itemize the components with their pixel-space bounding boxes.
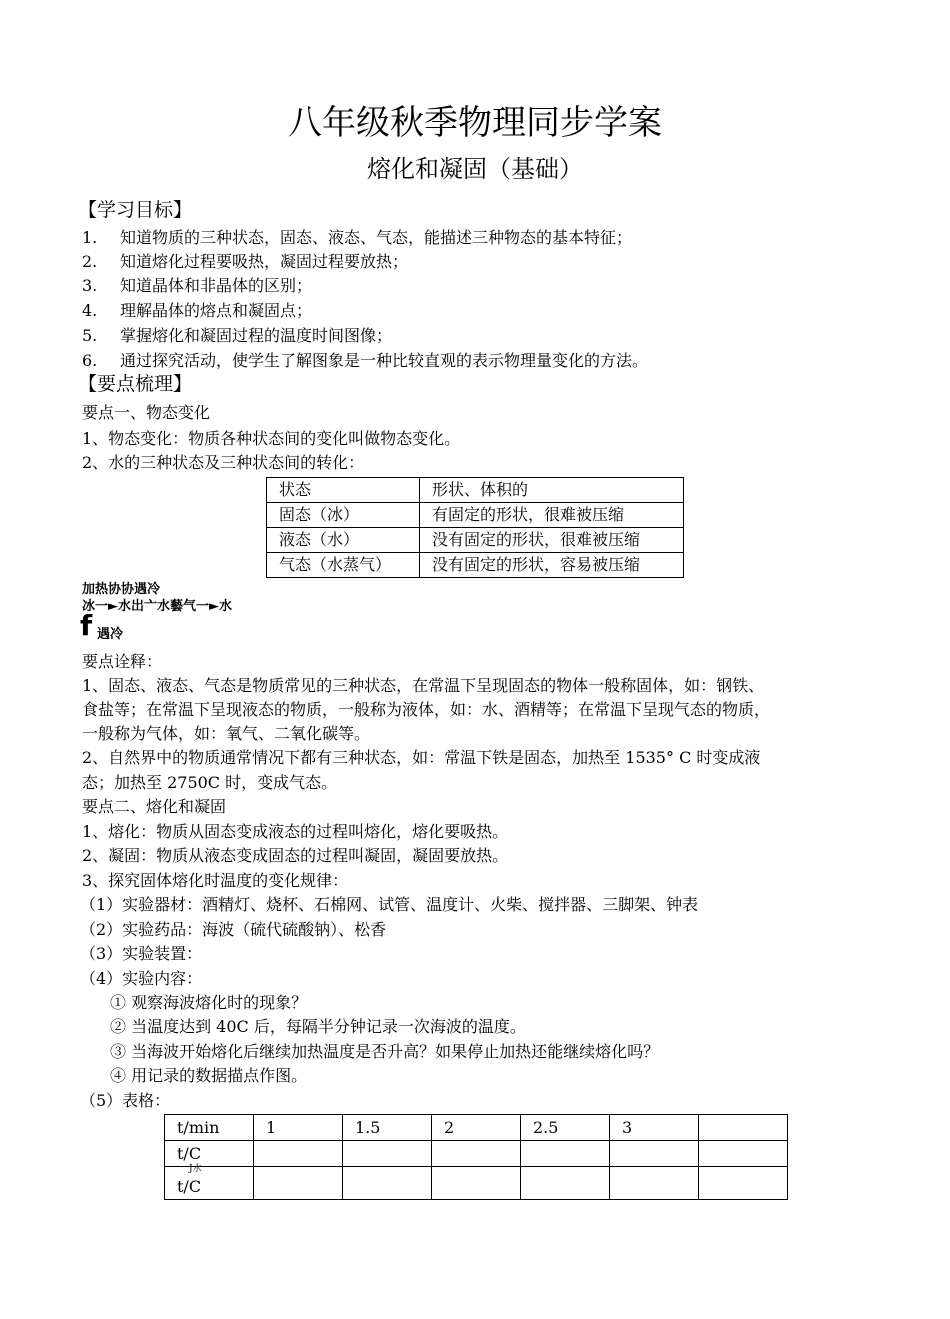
table-cell: 3 — [610, 1115, 699, 1141]
table-cell: 状态 — [267, 478, 420, 503]
table-cell: 固态（冰） — [267, 503, 420, 528]
states-table — [266, 477, 684, 578]
point2-line: 1、熔化：物质从固态变成液态的过程叫熔化，熔化要吸热。 — [82, 822, 509, 841]
cell-small-label: J水 — [189, 1164, 202, 1174]
goal-item: 5. 掌握熔化和凝固过程的温度时间图像； — [82, 326, 393, 345]
goal-item: 4. 理解晶体的熔点和凝固点； — [82, 301, 313, 320]
table-cell: 没有固定的形状，很难被压缩 — [420, 528, 684, 553]
notes-line: 1、固态、液态、气态是物质常见的三种状态，在常温下呈现固态的物体一般称固体，如：钢铁、 — [82, 676, 765, 695]
table-cell: 2.5 — [521, 1115, 610, 1141]
table-cell: t/min — [165, 1115, 254, 1141]
table-cell — [521, 1167, 610, 1200]
notes-line: 一般称为气体，如：氧气、二氧化碳等。 — [82, 724, 371, 743]
table-cell: 形状、体积的 — [420, 478, 684, 503]
table-label: （5）表格： — [80, 1091, 171, 1110]
diagram-arrow-glyph: f — [80, 609, 93, 642]
point2-line: 3、探究固体熔化时温度的变化规律： — [82, 871, 349, 890]
cell-label: t/C — [177, 1177, 202, 1196]
goal-item: 6. 通过探究活动，使学生了解图象是一种比较直观的表示物理量变化的方法。 — [82, 351, 649, 370]
table-row — [165, 1141, 788, 1167]
point2-title: 要点二、熔化和凝固 — [82, 797, 227, 816]
table-cell — [610, 1141, 699, 1167]
diagram-line: 加热协协遇冷 — [82, 582, 161, 597]
goal-item: 1. 知道物质的三种状态，固态、液态、气态，能描述三种物态的基本特征； — [82, 228, 633, 247]
notes-line: 态；加热至 2750C 时，变成气态。 — [82, 773, 338, 792]
page-subtitle: 熔化和凝固（基础） — [367, 155, 583, 183]
table-cell — [699, 1167, 788, 1200]
point2-line: （4）实验内容： — [80, 969, 203, 988]
table-cell: 气态（水蒸气） — [267, 553, 420, 578]
table-cell — [254, 1167, 343, 1200]
table-cell: 1.5 — [343, 1115, 432, 1141]
point2-line: （3）实验装置： — [80, 944, 203, 963]
notes-line: 食盐等；在常温下呈现液态的物质，一般称为液体，如：水、酒精等；在常温下呈现气态的物质， — [82, 700, 771, 719]
table-cell — [343, 1141, 432, 1167]
goal-item: 3. 知道晶体和非晶体的区别； — [82, 276, 313, 295]
table-row — [267, 503, 684, 528]
notes-line: 2、自然界中的物质通常情况下都有三种状态，如：常温下铁是固态，加热至 1535° C 时变成液 — [82, 748, 761, 767]
table-row — [267, 553, 684, 578]
table-row — [165, 1167, 788, 1200]
table-cell — [521, 1141, 610, 1167]
step-item: ② 当温度达到 40C 后，每隔半分钟记录一次海波的温度。 — [110, 1017, 526, 1036]
notes-title: 要点诠释： — [82, 652, 163, 671]
table-cell: 没有固定的形状，容易被压缩 — [420, 553, 684, 578]
diagram-line: 遇冷 — [97, 627, 124, 642]
table-cell — [165, 1164, 254, 1200]
table-cell — [343, 1167, 432, 1200]
point2-line: （1）实验器材：酒精灯、烧杯、石棉网、试管、温度计、火柴、搅拌器、三脚架、钟表 — [80, 895, 699, 914]
step-item: ④ 用记录的数据描点作图。 — [110, 1066, 308, 1085]
table-row — [165, 1115, 788, 1141]
table-cell — [432, 1141, 521, 1167]
data-table — [164, 1114, 788, 1200]
table-row — [267, 478, 684, 503]
table-cell — [610, 1167, 699, 1200]
step-item: ③ 当海波开始熔化后继续加热温度是否升高？如果停止加热还能继续熔化吗？ — [110, 1042, 660, 1061]
point1-line: 2、水的三种状态及三种状态间的转化： — [82, 453, 365, 472]
table-row — [267, 528, 684, 553]
step-item: ① 观察海波熔化时的现象？ — [110, 993, 308, 1012]
points-heading: 【要点梳理】 — [78, 373, 193, 395]
point1-line: 1、物态变化：物质各种状态间的变化叫做物态变化。 — [82, 429, 461, 448]
table-cell: t/C — [165, 1141, 254, 1167]
table-cell — [432, 1167, 521, 1200]
table-cell: 2 — [432, 1115, 521, 1141]
point2-line: 2、凝固：物质从液态变成固态的过程叫凝固，凝固要放热。 — [82, 846, 509, 865]
diagram-line: 冰一►水岀亠水藝气一►水 — [82, 599, 232, 614]
table-cell: 液态（水） — [267, 528, 420, 553]
table-cell — [254, 1141, 343, 1167]
goal-item: 2. 知道熔化过程要吸热，凝固过程要放热； — [82, 252, 409, 271]
point2-line: （2）实验药品：海波（硫代硫酸钠）、松香 — [80, 920, 387, 939]
page-title: 八年级秋季物理同步学案 — [288, 103, 662, 143]
table-cell: 1 — [254, 1115, 343, 1141]
table-cell — [699, 1115, 788, 1141]
goals-heading: 【学习目标】 — [78, 199, 193, 221]
table-cell: 有固定的形状，很难被压缩 — [420, 503, 684, 528]
table-cell — [699, 1141, 788, 1167]
point1-title: 要点一、物态变化 — [82, 403, 211, 422]
